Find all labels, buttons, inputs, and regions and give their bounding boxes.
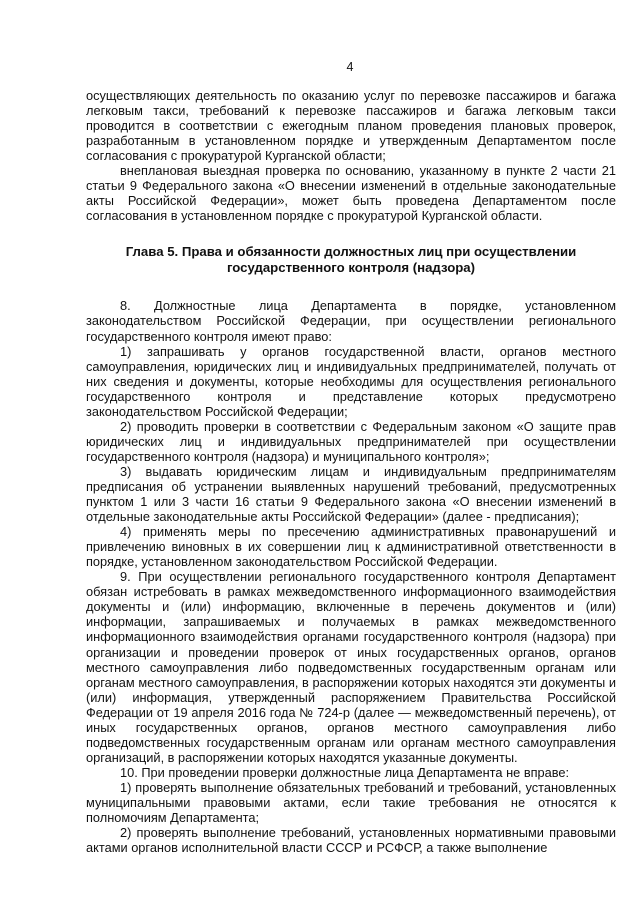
intro-paragraph-1: осуществляющих деятельность по оказанию услуг по перевозке пассажиров и багажа легковым такси, требований к перевозке пассажиров и багажа легковым такси проводится в соответствии с ежегодным планом проведения плановых проверок, разработанным в установленном порядке и утвержденным Департаментом после согласования с прокуратурой Курганской области; — [86, 88, 616, 164]
chapter-5-heading-line-2: государственного контроля (надзора) — [226, 260, 476, 276]
document-body — [86, 88, 616, 855]
clause-8-item-4: 4) применять меры по пресечению административных правонарушений и привлечению виновных в их совершении лиц к административной ответственности в порядке, установленном законодательством Российской Федерации. — [86, 524, 616, 570]
page-number: 4 — [346, 60, 354, 74]
chapter-5-heading-line-1: Глава 5. Права и обязанности должностных лиц при осуществлении — [125, 244, 577, 260]
clause-10-item-1: 1) проверять выполнение обязательных требований и требований, установленных муниципальными правовыми актами, если такие требования не относятся к полномочиям Департамента; — [86, 779, 616, 826]
clause-8-item-3: 3) выдавать юридическим лицам и индивидуальным предпринимателям предписания об устранении выявленных нарушений требований, предусмотренных пунктом 1 или 3 части 16 статьи 9 Федерального закона «О внесении изменений в отдельные законодательные акты Российской Федерации» (далее - предписания); — [86, 463, 616, 525]
chapter-5-heading — [86, 244, 616, 276]
clause-8-item-2: 2) проводить проверки в соответствии с Федеральным законом «О защите прав юридических лиц и индивидуальных предпринимателей при осуществлении государственного контроля (надзора) и муниципального контроля»; — [86, 418, 616, 464]
intro-paragraph-2: внеплановая выездная проверка по основанию, указанному в пункте 2 части 21 статьи 9 Федерального закона «О внесении изменений в отдельные законодательные акты Российской Федерации», может быть проведена Департаментом после согласования в установленном порядке с прокуратурой Курганской области. — [86, 163, 616, 224]
clause-10-intro: 10. При проведении проверки должностные лица Департамента не вправе: — [120, 764, 570, 780]
clause-8-item-1: 1) запрашивать у органов государственной власти, органов местного самоуправления, юридических лиц и индивидуальных предпринимателей, получать от них сведения и документы, которые необходимы для осуществления регионального государственного контроля и представление которых предусмотрено законодательством Российской Федерации; — [86, 343, 616, 419]
clause-8-intro: 8. Должностные лица Департамента в порядке, установленном законодательством Российской Федерации, при осуществлении регионального государственного контроля имеют право: — [86, 298, 616, 344]
clause-9-paragraph: 9. При осуществлении регионального государственного контроля Департамент обязан истребовать в рамках межведомственного информационного взаимодействия документы и (или) информацию, включенные в перечень документов и (или) информации, запрашиваемых и получаемых в рамках межведомственного информационного взаимодействия органами государственного контроля (надзора) при организации и проведении проверок от иных государственных органов, органов местного самоуправления либо подведомственных государственным органам или органам местного самоуправления, в распоряжении которых находятся эти документы и (или) информация, утвержденный распоряжением Правительства Российской Федерации от 19 апреля 2016 года № 724-р (далее — межведомственный перечень), от иных государственных органов, органов местного самоуправления либо подведомственных государственным органам или органам местного самоуправления организаций, в распоряжении которых находятся указанные документы. — [86, 569, 616, 765]
clause-10-item-2: 2) проверять выполнение требований, установленных нормативными правовыми актами органов исполнительной власти СССР и РСФСР, а также выполнение — [86, 825, 616, 856]
